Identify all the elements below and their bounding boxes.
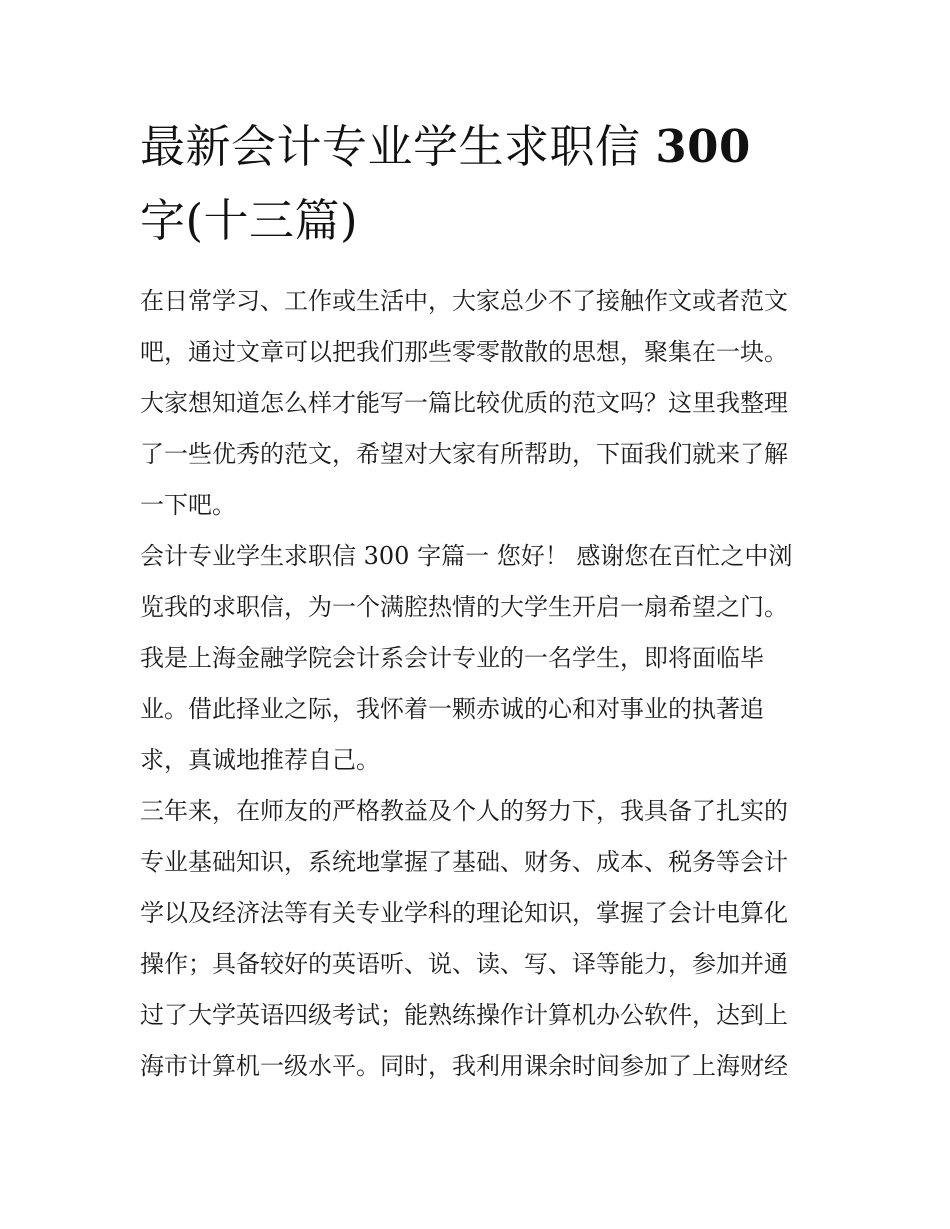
text-line: 过了大学英语四级考试；能熟练操作计算机办公软件，达到上	[140, 1001, 788, 1029]
text-line: 海市计算机一级水平。同时，我利用课余时间参加了上海财经	[140, 1052, 788, 1080]
text-line: 操作；具备较好的英语听、说、读、写、译等能力，参加并通	[140, 950, 788, 978]
text-line: 了一些优秀的范文，希望对大家有所帮助，下面我们就来了解	[140, 440, 788, 468]
text-line: 会计专业学生求职信 300 字篇一 您好！ 感谢您在百忙之中浏	[140, 542, 793, 570]
document-title	[140, 110, 820, 258]
text-line: 业。借此择业之际，我怀着一颗赤诚的心和对事业的执著追	[140, 695, 764, 723]
text-line: 吧，通过文章可以把我们那些零零散散的思想，聚集在一块。	[140, 338, 788, 366]
text-line: 求，真诚地推荐自己。	[140, 746, 380, 774]
text-line: 专业基础知识，系统地掌握了基础、财务、成本、税务等会计	[140, 848, 788, 876]
text-line: 一下吧。	[140, 491, 236, 519]
title-number: 300	[655, 120, 751, 173]
title-text-part2: 字(十三篇)	[140, 194, 359, 247]
text-line: 览我的求职信，为一个满腔热情的大学生开启一扇希望之门。	[140, 593, 788, 621]
text-line: 学以及经济法等有关专业学科的理论知识，掌握了会计电算化	[140, 899, 788, 927]
text-line: 我是上海金融学院会计系会计专业的一名学生，即将面临毕	[140, 644, 764, 672]
document-body	[140, 276, 820, 1092]
text-line: 三年来，在师友的严格教益及个人的努力下，我具备了扎实的	[140, 797, 788, 825]
text-line: 大家想知道怎么样才能写一篇比较优质的范文吗？这里我整理	[140, 389, 788, 417]
title-text-part1: 最新会计专业学生求职信	[140, 120, 641, 173]
text-line: 在日常学习、工作或生活中，大家总少不了接触作文或者范文	[140, 287, 788, 315]
